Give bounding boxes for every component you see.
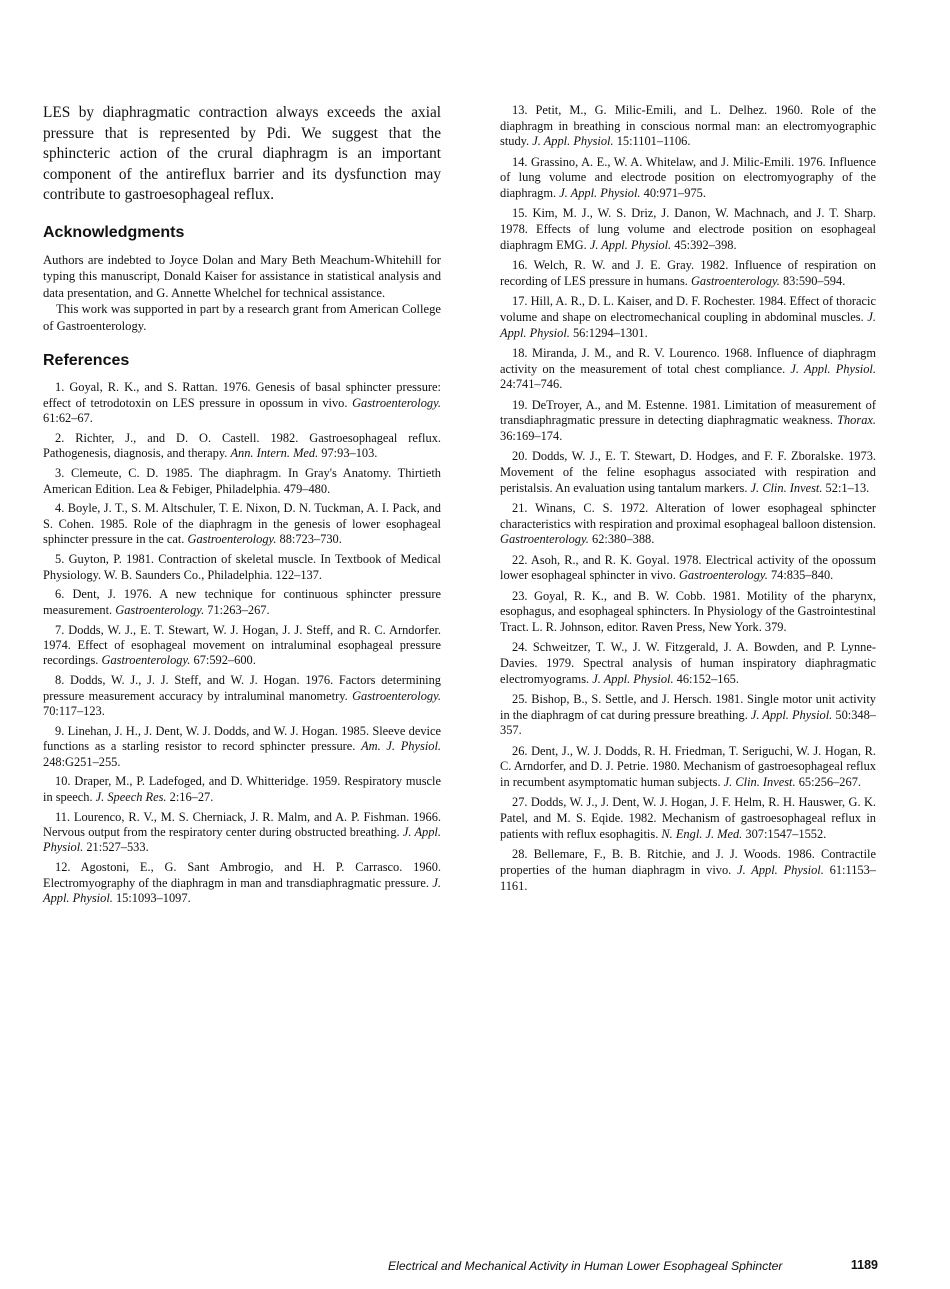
reference-journal: N. Engl. J. Med. — [661, 826, 743, 841]
reference-item — [500, 258, 876, 289]
reference-journal: Gastroenterology. — [101, 653, 191, 668]
page-footer — [388, 1258, 878, 1274]
acknowledgments-section — [43, 224, 441, 335]
reference-journal: J. Appl. Physiol. — [532, 134, 614, 149]
reference-text: 2. Richter, J., and D. O. Castell. 1982. Gastroesophageal reflux. Pathogenesis, diagnosis, and therapy. — [43, 431, 441, 461]
reference-text: 4. Boyle, J. T., S. M. Altschuler, T. E. Nixon, D. N. Tuckman, A. I. Pack, and S. Cohen. 1985. Role of the diaphragm in the genesis of lower esophageal sphincter pressure in the cat. — [43, 501, 441, 547]
reference-citation: 24:741–746. — [500, 377, 563, 392]
reference-text: 10. Draper, M., P. Ladefoged, and D. Whitteridge. 1959. Respiratory muscle in speech. — [43, 774, 441, 804]
reference-journal: J. Appl. Physiol. — [589, 237, 672, 252]
reference-journal: J. Appl. Physiol. — [592, 671, 674, 686]
reference-journal: Thorax. — [837, 413, 876, 428]
reference-citation: 307:1547–1552. — [742, 826, 827, 841]
reference-text: 21. Winans, C. S. 1972. Alteration of lower esophageal sphincter characteristics with respiration and proximal esophageal balloon distension. — [500, 500, 876, 531]
reference-text: 27. Dodds, W. J., J. Dent, W. J. Hogan, J. F. Helm, R. H. Hauswer, G. K. Patel, and M. S. Eqide. 1982. Mechanism of gastroesophageal reflux in patients with reflux esophagitis. — [500, 795, 876, 841]
reference-text: 7. Dodds, W. J., E. T. Stewart, W. J. Hogan, J. J. Steff, and R. C. Arndorfer. 1974. Effect of esophageal movement on intraluminal esophageal pressure recordings. — [43, 622, 441, 668]
acknowledgments-heading: Acknowledgments — [43, 223, 185, 241]
references-heading: References — [43, 352, 130, 370]
reference-journal: Am. J. Physiol. — [361, 739, 441, 754]
intro-paragraph: LES by diaphragmatic contraction always exceeds the axial pressure that is represented by Pdi. We suggest that the sphincteric action of the crural diaphragm is an important component of the antireflux barrier and its dysfunction may contribute to gastroesophageal reflux. — [43, 104, 441, 203]
reference-citation: 88:723–730. — [276, 532, 342, 547]
reference-citation: 62:380–388. — [588, 532, 655, 547]
reference-item — [500, 795, 876, 842]
reference-citation: 74:835–840. — [767, 568, 834, 583]
reference-item — [43, 380, 441, 426]
reference-item — [43, 860, 441, 906]
reference-citation: 248:G251–255. — [43, 754, 121, 769]
reference-journal: Gastroenterology. — [352, 688, 441, 703]
reference-item — [500, 692, 876, 739]
page-number: 1189 — [850, 1258, 878, 1272]
reference-text: 8. Dodds, W. J., J. J. Steff, and W. J. Hogan. 1976. Factors determining pressure measurement accuracy by intraluminal manometry. — [43, 673, 441, 703]
reference-item — [43, 810, 441, 856]
reference-text: 24. Schweitzer, T. W., J. W. Fitzgerald, J. A. Bowden, and P. Lynne-Davies. 1979. Spectral analysis of human inspiratory diaphragmatic electromyograms. — [500, 640, 876, 686]
reference-item — [500, 589, 876, 636]
reference-journal: J. Appl. Physiol. — [750, 707, 833, 722]
reference-journal: J. Clin. Invest. — [750, 480, 823, 495]
reference-item — [43, 673, 441, 719]
reference-citation: 15:1093–1097. — [112, 890, 191, 905]
reference-item — [43, 724, 441, 770]
reference-citation: 45:392–398. — [671, 237, 737, 252]
reference-citation: 21:527–533. — [83, 840, 149, 855]
reference-item — [43, 623, 441, 669]
reference-citation: 2:16–27. — [166, 789, 214, 804]
left-column — [43, 103, 441, 911]
reference-text: 5. Guyton, P. 1981. Contraction of skeletal muscle. In Textbook of Medical Physiology. W. B. Saunders Co., Philadelphia. 122–137. — [43, 552, 441, 582]
reference-citation: 67:592–600. — [190, 653, 256, 668]
reference-item — [500, 449, 876, 496]
reference-journal: Gastroenterology. — [690, 273, 780, 288]
reference-text: 18. Miranda, J. M., and R. V. Lourenco. 1968. Influence of diaphragm activity on the measurement of total chest compliance. — [500, 345, 876, 376]
reference-item — [500, 206, 876, 253]
reference-item — [500, 398, 876, 445]
reference-journal: Gastroenterology. — [500, 532, 589, 547]
reference-item — [43, 587, 441, 618]
reference-item — [500, 155, 876, 202]
reference-journal: Ann. Intern. Med. — [230, 446, 319, 461]
reference-item — [500, 744, 876, 791]
reference-item — [500, 553, 876, 584]
reference-journal: J. Appl. Physiol. — [559, 186, 641, 201]
reference-item — [500, 847, 876, 894]
reference-journal: Gastroenterology. — [352, 395, 441, 410]
reference-citation: 40:971–975. — [640, 186, 706, 201]
reference-text: 1. Goyal, R. K., and S. Rattan. 1976. Genesis of basal sphincter pressure: effect of tetrodotoxin on LES pressure in opossum in vivo. — [43, 380, 441, 410]
reference-journal: Gastroenterology. — [187, 532, 277, 547]
running-title: Electrical and Mechanical Activity in Human Lower Esophageal Sphincter — [388, 1259, 783, 1273]
reference-item — [500, 294, 876, 341]
reference-item — [43, 466, 441, 497]
reference-text: 12. Agostoni, E., G. Sant Ambrogio, and H. P. Carrasco. 1960. Electromyography of the diaphragm in man and transdiaphragmatic pressure. — [43, 860, 441, 890]
reference-text: 23. Goyal, R. K., and B. W. Cobb. 1981. Motility of the pharynx, esophagus, and esophageal sphincters. In Physiology of the Gastrointestinal Tract. L. R. Johnson, editor. Raven Press, New York. 379. — [500, 588, 876, 635]
reference-citation: 36:169–174. — [500, 428, 563, 443]
reference-journal: J. Appl. Physiol. — [737, 862, 824, 877]
reference-text: 13. Petit, M., G. Milic-Emili, and L. Delhez. 1960. Role of the diaphragm in breathing in conscious normal man: an electromyographic study. — [500, 103, 876, 149]
reference-text: 3. Clemeute, C. D. 1985. The diaphragm. In Gray's Anatomy. Thirtieth American Edition. Lea & Febiger, Philadelphia. 479–480. — [43, 466, 441, 496]
reference-citation: 15:1101–1106. — [613, 134, 691, 149]
reference-item — [500, 346, 876, 393]
reference-item — [43, 431, 441, 462]
reference-citation: 50:348–357. — [500, 707, 876, 738]
reference-citation: 83:590–594. — [779, 273, 846, 288]
reference-journal: J. Appl. Physiol. — [43, 824, 441, 855]
reference-text: 6. Dent, J. 1976. A new technique for continuous sphincter pressure measurement. — [43, 587, 441, 617]
reference-item — [43, 774, 441, 805]
reference-item — [500, 640, 876, 687]
reference-citation: 61:62–67. — [43, 411, 93, 426]
reference-citation: 56:1294–1301. — [569, 325, 648, 340]
reference-text: 16. Welch, R. W. and J. E. Gray. 1982. Influence of respiration on recording of LES pressure in humans. — [500, 258, 876, 288]
reference-item — [43, 501, 441, 547]
acknowledgments-paragraph: Authors are indebted to Joyce Dolan and Mary Beth Meachum-Whitehill for typing this manuscript, Donald Kaiser for assistance in statistical analysis and data presentation, and G. Annette Whelchel for technical assistance. — [43, 252, 441, 300]
reference-journal: J. Appl. Physiol. — [500, 309, 876, 340]
reference-text: 28. Bellemare, F., B. B. Ritchie, and J. J. Woods. 1986. Contractile properties of the human diaphragm in vivo. — [500, 847, 876, 877]
reference-item — [500, 501, 876, 548]
reference-text: 22. Asoh, R., and R. K. Goyal. 1978. Electrical activity of the opossum lower esophageal sphincter in vivo. — [500, 552, 876, 583]
reference-text: 25. Bishop, B., S. Settle, and J. Hersch. 1981. Single motor unit activity in the diaphragm of cat during pressure breathing. — [500, 692, 876, 722]
reference-journal: J. Appl. Physiol. — [790, 361, 876, 376]
funding-paragraph: This work was supported in part by a research grant from American College of Gastroenterology. — [43, 302, 441, 333]
reference-text: 26. Dent, J., W. J. Dodds, R. H. Friedman, T. Seriguchi, W. J. Hogan, R. C. Arndorfer, and D. J. Petrie. 1980. Mechanism of gastroesophageal reflux in recumbent asymptomatic human subjects. — [500, 743, 876, 790]
reference-citation: 97:93–103. — [318, 446, 378, 461]
reference-text: 11. Lourenco, R. V., M. S. Cherniack, J. R. Malm, and A. P. Fishman. 1966. Nervous output from the respiratory center during obstructed breathing. — [43, 809, 441, 839]
reference-journal: J. Appl. Physiol. — [43, 875, 441, 905]
reference-citation: 65:256–267. — [795, 775, 861, 790]
reference-journal: J. Speech Res. — [95, 789, 167, 804]
reference-item — [500, 103, 876, 150]
references-list-right — [500, 103, 876, 894]
reference-journal: Gastroenterology. — [678, 568, 768, 583]
reference-text: 15. Kim, M. J., W. S. Driz, J. Danon, W. Machnach, and J. T. Sharp. 1978. Effects of lung volume and electrode position on esophageal diaphragm EMG. — [500, 206, 876, 252]
reference-text: 19. DeTroyer, A., and M. Estenne. 1981. Limitation of measurement of transdiaphragmatic pressure in detecting diaphragmatic weakness. — [500, 397, 876, 428]
right-column — [500, 103, 876, 899]
reference-citation: 46:152–165. — [673, 671, 739, 686]
reference-citation: 61:1153–1161. — [500, 862, 876, 893]
reference-text: 14. Grassino, A. E., W. A. Whitelaw, and J. Milic-Emili. 1976. Influence of lung volume and electrode position on electromyography of the diaphragm. — [500, 154, 876, 201]
reference-text: 9. Linehan, J. H., J. Dent, W. J. Dodds, and W. J. Hogan. 1985. Sleeve device functions as a starling resistor to record sphincter pressure. — [43, 723, 441, 754]
reference-citation: 52:1–13. — [822, 480, 870, 495]
reference-item — [43, 552, 441, 583]
reference-citation: 71:263–267. — [204, 602, 270, 617]
reference-journal: Gastroenterology. — [115, 602, 205, 617]
reference-text: 20. Dodds, W. J., E. T. Stewart, D. Hodges, and F. F. Zboralske. 1973. Movement of the feline esophagus associated with respiration and peristalsis. An evaluation using tantalum markers. — [500, 449, 876, 495]
references-list-left — [43, 380, 441, 906]
reference-text: 17. Hill, A. R., D. L. Kaiser, and D. F. Rochester. 1984. Effect of thoracic volume and shape on electromechanical coupling in abdominal muscles. — [500, 294, 876, 324]
reference-journal: J. Clin. Invest. — [723, 775, 796, 790]
reference-citation: 70:117–123. — [43, 703, 105, 718]
